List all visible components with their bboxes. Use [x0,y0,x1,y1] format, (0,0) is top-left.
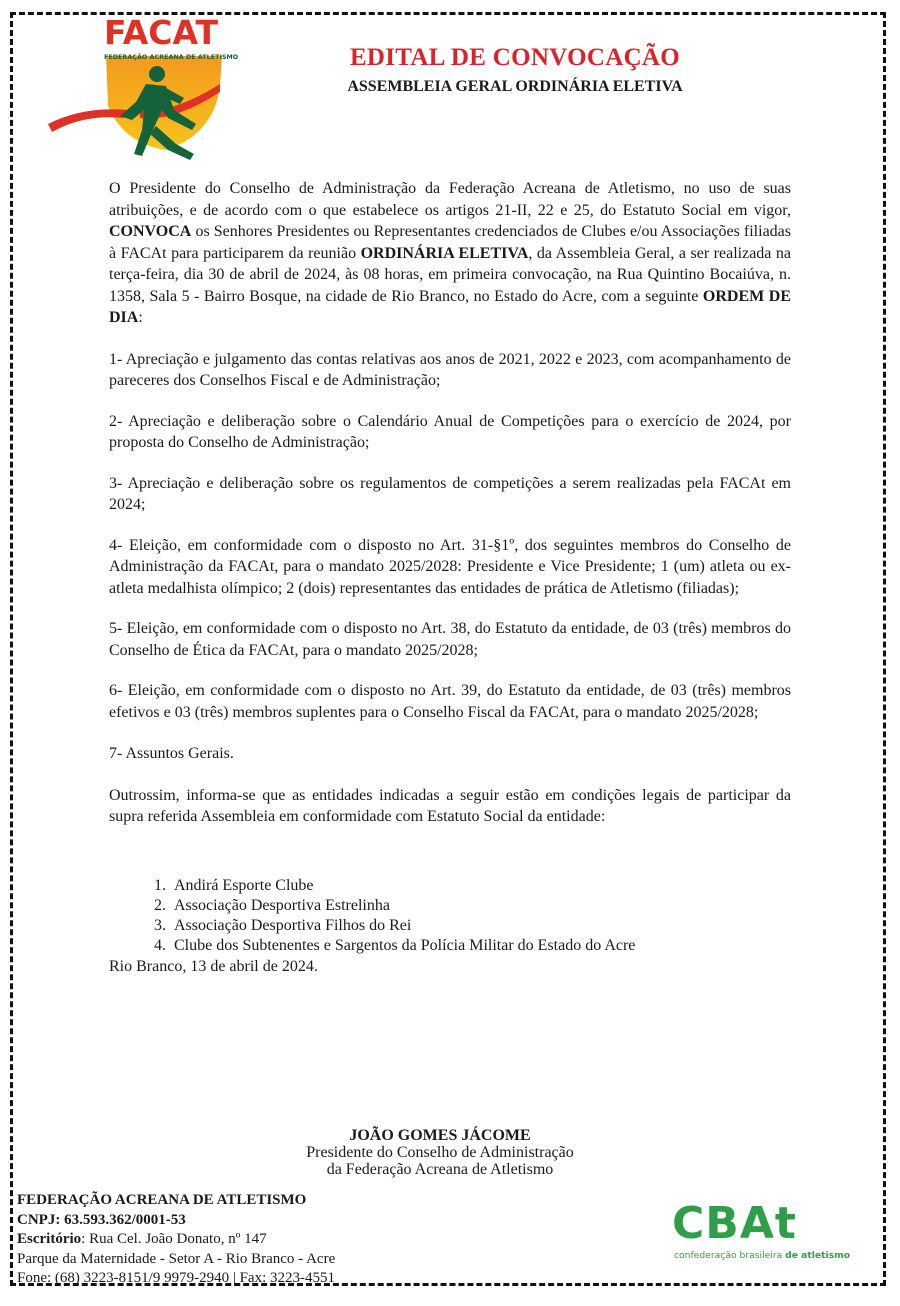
footer-phone: Fone: (68) 3223-8151/9 9979-2940 | Fax: 3223-4551 [17,1270,335,1286]
logo-tagline: FEDERAÇÃO ACREANA DE ATLETISMO [104,53,239,61]
document-title: EDITAL DE CONVOCAÇÃO [349,44,681,71]
list-item: 3. Associação Desportiva Filhos do Rei [154,916,412,934]
signature-block [220,1127,660,1178]
agenda-item-2: 2- Apreciação e deliberação sobre o Calendário Anual de Competições para o exercício de 2024, por proposta do Conselho de Administração; [109,412,791,451]
intro-paragraph: O Presidente do Conselho de Administração da Federação Acreana de Atletismo, no uso de suas atribuições, e de acordo com o que estabelece os artigos 21-II, 22 e 25, do Estatuto Social em vigor, CONVOCA os Senhores Presidentes ou Representantes credenciados de Clubes e/ou Associações filiadas à FACAt para participarem da reunião ORDINÁRIA ELETIVA, da Assembleia Geral, a ser realizada na terça-feira, dia 30 de abril de 2024, às 08 horas, em primeira convocação, na Rua Quintino Bocaiúva, n. 1358, Sala 5 - Bairro Bosque, na cidade de Rio Branco, no Estado do Acre, com a seguinte ORDEM DE DIA: [109,180,792,326]
cbat-logo [668,1198,851,1266]
cbat-tagline: confederação brasileira de atletismo [674,1250,851,1261]
document-subtitle: ASSEMBLEIA GERAL ORDINÁRIA ELETIVA [347,78,683,95]
list-item: 4. Clube dos Subtenentes e Sargentos da Polícia Militar do Estado do Acre [154,936,636,954]
footer-address: Parque da Maternidade - Setor A - Rio Branco - Acre [17,1250,336,1267]
document-body [109,178,791,977]
signatory-role-line2: da Federação Acreana de Atletismo [326,1161,554,1178]
agenda-item-7: 7- Assuntos Gerais. [109,745,234,762]
agenda-item-1: 1- Apreciação e julgamento das contas relativas aos anos de 2021, 2022 e 2023, com acompanhamento de pareceres dos Conselhos Fiscal e de Administração; [109,350,791,389]
bold-convoca: CONVOCA [109,223,192,240]
footer-office: Escritório: Rua Cel. João Donato, nº 147 [17,1231,267,1247]
facat-logo [44,13,239,164]
bold-ordem-de-dia: ORDEM DE DIA [109,287,791,326]
agenda-item-4: 4- Eleição, em conformidade com o disposto no Art. 31-§1º, dos seguintes membros do Conselho de Administração da FACAt, para o mandato 2025/2028: Presidente e Vice Presidente; 1 (um) atleta ou ex-atleta medalhista olímpico; 2 (dois) representantes das entidades de prática de Atletismo (filiadas); [109,536,791,597]
list-item: 2. Associação Desportiva Estrelinha [154,896,390,914]
footer-cnpj: CNPJ: 63.593.362/0001-53 [17,1211,186,1228]
agenda-item-5: 5- Eleição, em conformidade com o disposto no Art. 38, do Estatuto da entidade, de 03 (três) membros do Conselho de Ética da FACAt, para o mandato 2025/2028; [109,620,791,659]
footer-org: FEDERAÇÃO ACREANA DE ATLETISMO [17,1192,307,1208]
entities-list [109,876,791,956]
agenda-item-3: 3- Apreciação e deliberação sobre os regulamentos de competições a serem realizadas pela FACAt em 2024; [109,474,791,513]
list-item: 1. Andirá Esporte Clube [154,876,314,894]
bold-ordinaria-eletiva: ORDINÁRIA ELETIVA [360,244,529,262]
closing-paragraph: Outrossim, informa-se que as entidades indicadas a seguir estão em condições legais de participar da supra referida Assembleia em conformidade com Estatuto Social da entidade: [109,786,791,825]
footer-contact [17,1191,335,1289]
document-date: Rio Branco, 13 de abril de 2024. [109,957,318,975]
signatory-name: JOÃO GOMES JÁCOME [349,1127,531,1144]
agenda-item-6: 6- Eleição, em conformidade com o disposto no Art. 39, do Estatuto da entidade, de 03 (três) membros efetivos e 03 (três) membros suplentes para o Conselho Fiscal da FACAt, para o mandato 2025/2028; [109,682,791,721]
signatory-role-line1: Presidente do Conselho de Administração [306,1144,574,1161]
logo-wordmark: FACAT [104,13,219,52]
cbat-wordmark: CBAt [672,1198,797,1249]
